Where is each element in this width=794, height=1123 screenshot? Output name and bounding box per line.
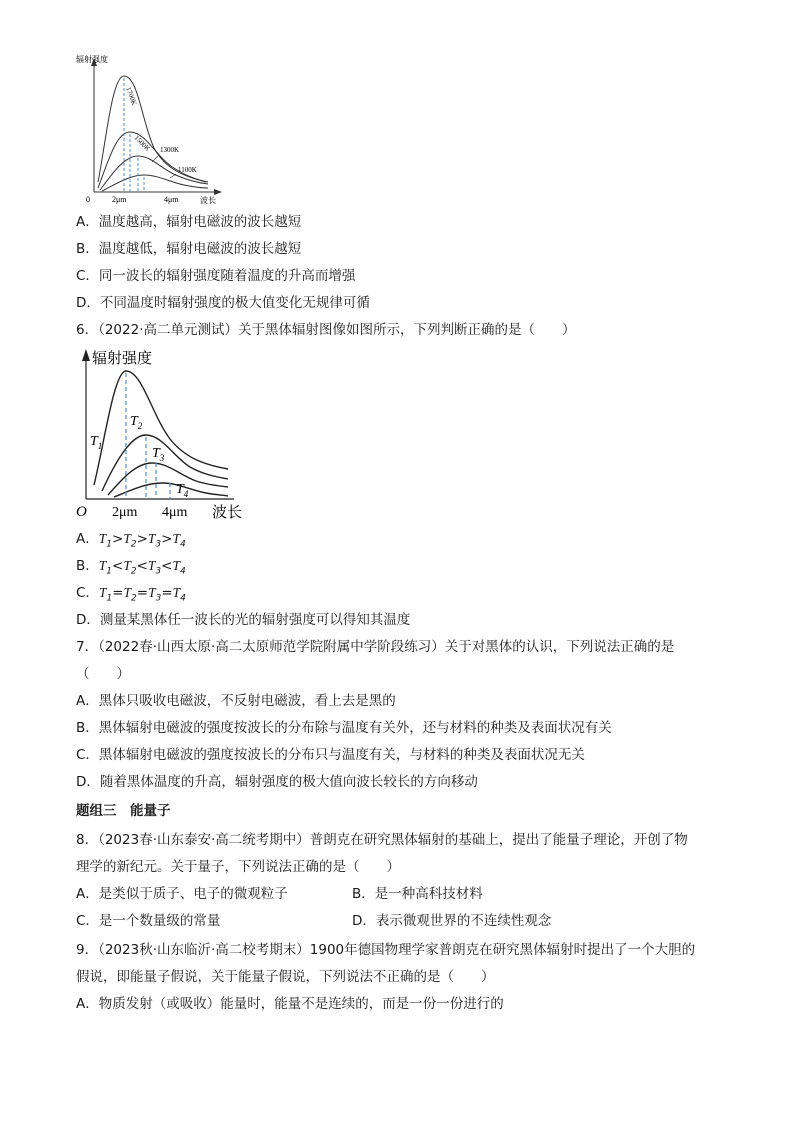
math-variable: T: [147, 558, 156, 573]
q5-option-d[interactable]: D．不同温度时辐射强度的极大值变化无规律可循: [76, 295, 370, 311]
fig2-label-t4: $T_4$: [176, 482, 189, 499]
q5-option-c[interactable]: C．同一波长的辐射强度随着温度的升高而增强: [76, 268, 356, 284]
fig1-curve-label-1100: 1100K: [178, 166, 197, 174]
q7-option-a[interactable]: A．黑体只吸收电磁波，不反射电磁波，看上去是黑的: [76, 693, 396, 709]
fig1-curve-label-1700: 1700K: [124, 85, 139, 107]
math-subscript: 3: [155, 593, 162, 604]
fig2-label-t3: $T_3$: [152, 446, 165, 463]
math-variable: T: [98, 585, 107, 600]
fig2-y-label: 辐射强度: [92, 351, 153, 367]
fig1-origin: 0: [86, 195, 90, 204]
fig2-label-t2: $T_2$: [130, 414, 143, 431]
q7-stem-line1: 7．（2022春·山西太原·高二太原师范学院附属中学阶段练习）关于对黑体的认识，下列说法正确的是: [76, 639, 675, 655]
option-prefix: B．: [76, 558, 99, 574]
math-variable: T: [98, 531, 107, 546]
fig1-tick-4: 4μm: [164, 195, 179, 204]
q6-option-c[interactable]: [76, 584, 186, 608]
fig2-origin: O: [76, 504, 87, 520]
math-operator: >: [136, 531, 148, 547]
math-variable: T: [147, 531, 156, 546]
option-prefix: C．: [76, 585, 99, 601]
math-operator: <: [112, 558, 124, 574]
fig1-curve-label-1300: 1300K: [160, 146, 180, 154]
fig1-x-label: 波长: [200, 196, 216, 205]
math-subscript: 3: [155, 539, 162, 550]
math-variable: T: [98, 558, 107, 573]
math-subscript: 1: [106, 566, 113, 577]
q8-stem-line1: 8．（2023春·山东泰安·高二统考期中）普朗克在研究黑体辐射的基础上，提出了能量子理论，开创了物: [76, 832, 688, 848]
q5-option-a[interactable]: A．温度越高，辐射电磁波的波长越短: [76, 214, 302, 230]
blackbody-figure-2: [74, 345, 254, 525]
option-prefix: A．: [76, 531, 99, 547]
math-variable: T: [123, 531, 131, 546]
q6-stem: 6．（2022·高二单元测试）关于黑体辐射图像如图所示，下列判断正确的是（ ）: [76, 322, 576, 338]
math-subscript: 2: [131, 593, 137, 604]
fig1-curve-label-1500: 1500K: [132, 133, 152, 153]
fig1-tick-2: 2μm: [112, 195, 127, 204]
q5-option-b[interactable]: B．温度越低，辐射电磁波的波长越短: [76, 241, 302, 257]
blackbody-figure-1: [74, 52, 224, 208]
fig2-tick-2: 2μm: [112, 505, 138, 520]
q6-option-a[interactable]: [76, 530, 186, 554]
q8-option-a[interactable]: A．是类似于质子、电子的微观粒子: [76, 886, 288, 902]
q8-option-b[interactable]: B．是一种高科技材料: [352, 886, 483, 902]
math-variable: T: [172, 585, 181, 600]
math-variable: T: [123, 558, 131, 573]
math-operator: =: [112, 585, 124, 601]
fig2-tick-4: 4μm: [162, 505, 188, 520]
q7-option-b[interactable]: B．黑体辐射电磁波的强度按波长的分布除与温度有关外，还与材料的种类及表面状况有关: [76, 720, 612, 736]
math-variable: T: [172, 558, 180, 573]
math-variable: T: [172, 531, 180, 546]
q8-stem-line2: 理学的新纪元。关于量子，下列说法正确的是（ ）: [76, 859, 400, 875]
q9-stem-line1: 9．（2023秋·山东临沂·高二校考期末）1900年德国物理学家普朗克在研究黑体辐射时提出了一个大胆的: [76, 942, 696, 958]
math-operator: <: [161, 558, 173, 574]
q8-option-d[interactable]: D．表示微观世界的不连续性观念: [352, 913, 552, 929]
math-subscript: 2: [130, 539, 137, 550]
math-variable: T: [148, 585, 156, 600]
q7-option-d[interactable]: D．随着黑体温度的升高，辐射强度的极大值向波长较长的方向移动: [76, 774, 478, 790]
fig1-y-label: 辐射强度: [76, 55, 108, 64]
math-subscript: 3: [155, 566, 162, 577]
q8-option-c[interactable]: C．是一个数量级的常量: [76, 913, 221, 929]
fig2-x-label: 波长: [212, 505, 243, 521]
math-subscript: 1: [106, 539, 112, 550]
q9-option-a[interactable]: A．物质发射（或吸收）能量时，能量不是连续的，而是一份一份进行的: [76, 996, 504, 1012]
math-subscript: 1: [106, 593, 113, 604]
math-subscript: 4: [179, 566, 186, 577]
section-3-title: 题组三 能量子: [76, 803, 171, 819]
math-operator: =: [136, 585, 149, 601]
math-variable: T: [123, 585, 132, 600]
math-operator: >: [112, 531, 124, 547]
q7-stem-line2: （ ）: [76, 666, 130, 682]
math-subscript: 4: [179, 539, 186, 550]
q6-option-b[interactable]: [76, 557, 186, 581]
q7-option-c[interactable]: C．黑体辐射电磁波的强度按波长的分布只与温度有关，与材料的种类及表面状况无关: [76, 747, 585, 763]
math-operator: >: [161, 531, 173, 547]
math-operator: =: [161, 585, 173, 601]
fig2-label-t1: $T_1$: [90, 434, 103, 451]
math-operator: <: [136, 558, 148, 574]
q9-stem-line2: 假说，即能量子假说，关于能量子假说，下列说法不正确的是（ ）: [76, 969, 495, 985]
math-subscript: 2: [130, 566, 137, 577]
q6-option-d[interactable]: D．测量某黑体任一波长的光的辐射强度可以得知其温度: [76, 612, 411, 628]
math-subscript: 4: [180, 593, 186, 604]
